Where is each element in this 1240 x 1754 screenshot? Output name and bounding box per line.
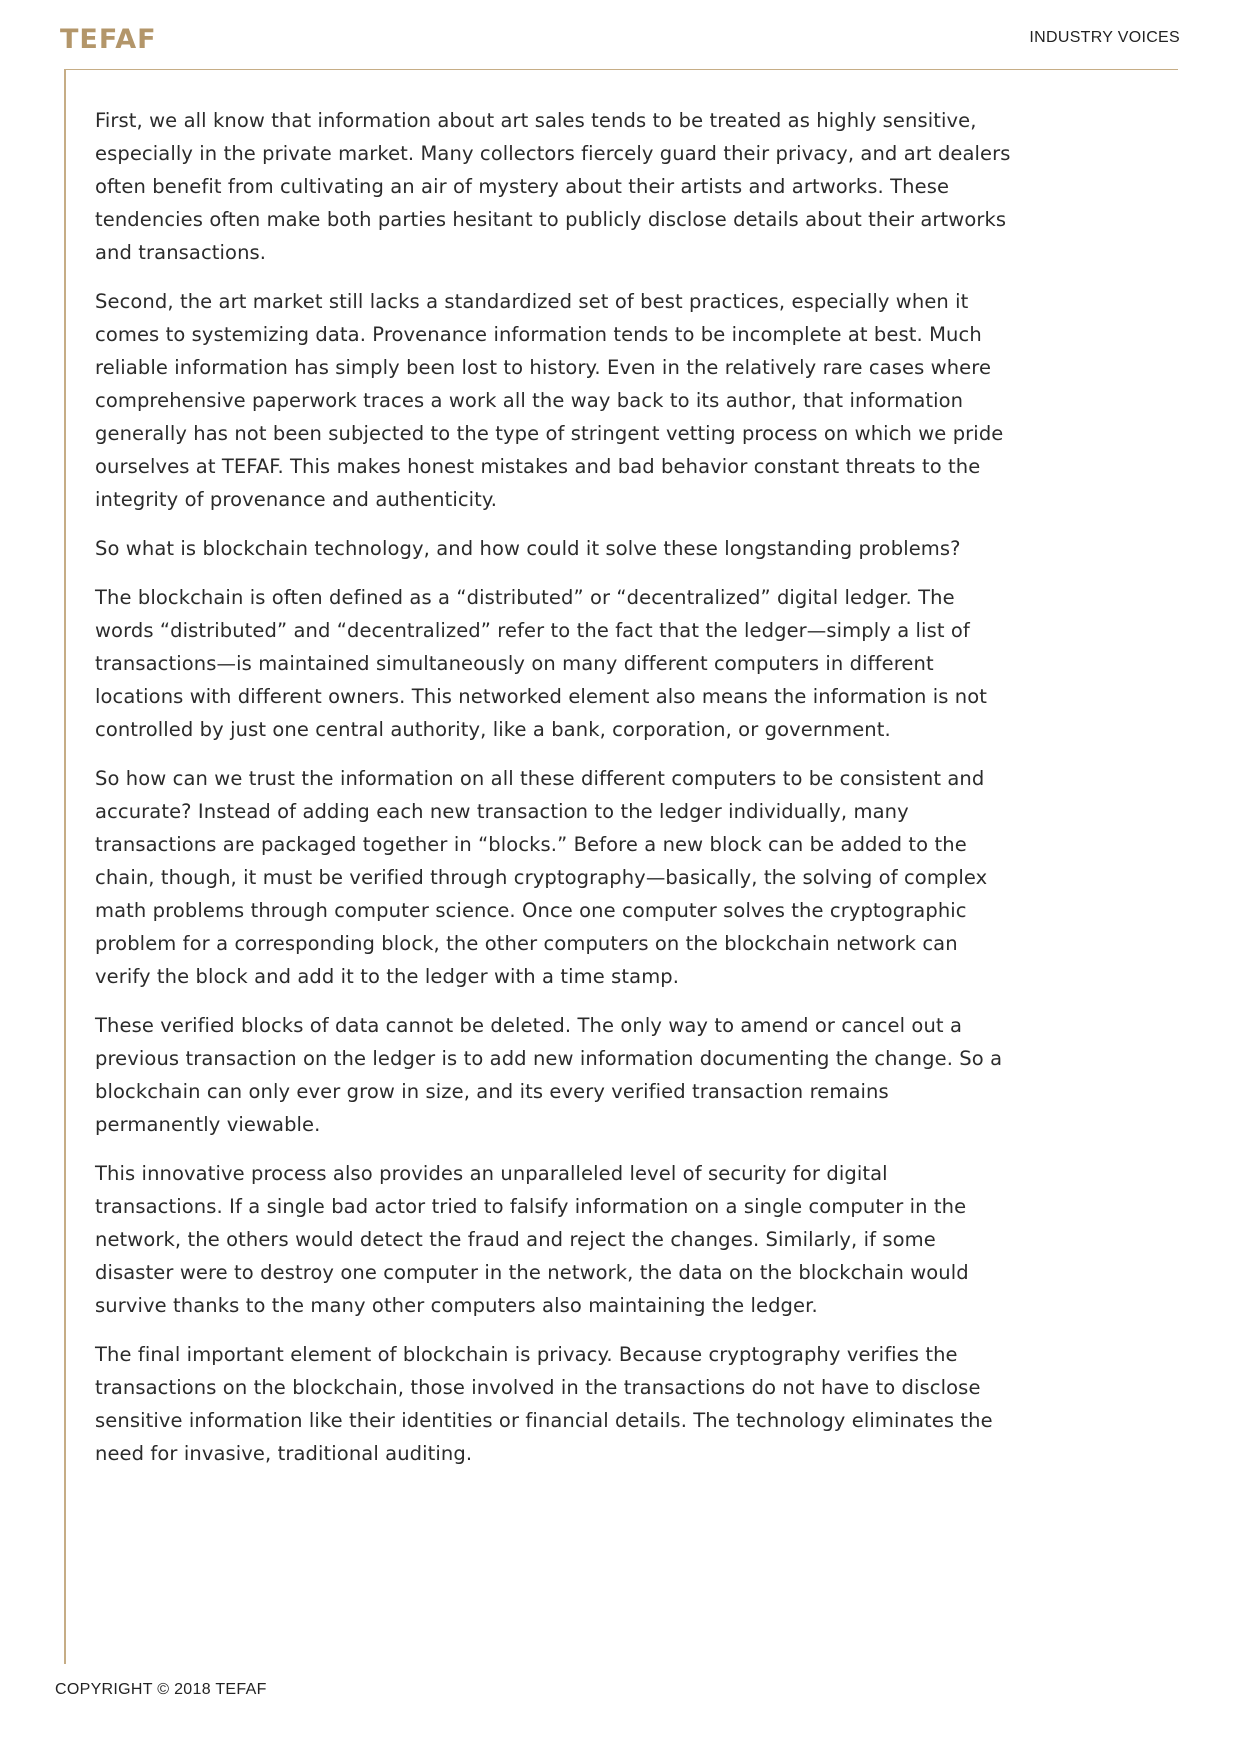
paragraph-1: First, we all know that information about art sales tends to be treated as highly sensitive, especially in the private market. Many collectors fiercely guard their privacy, and art dealers often benefit from cultivating an air of mystery about their artists and artworks. These tendencies often make both parties hesitant to publicly disclose details about their artworks and transactions.: [95, 109, 1011, 264]
paragraph-5: So how can we trust the information on all these different computers to be consistent and accurate? Instead of adding each new transaction to the ledger individually, many transactions are packaged together in “blocks.” Before a new block can be added to the chain, though, it must be verified through cryptography—basically, the solving of complex math problems through computer science. Once one computer solves the cryptographic problem for a corresponding block, the other computers on the blockchain network can verify the block and add it to the ledger with a time stamp.: [95, 767, 988, 988]
paragraph-7: This innovative process also provides an unparalleled level of security for digital transactions. If a single bad actor tried to falsify information on a single computer in the network, the others would detect the fraud and reject the changes. Similarly, if some disaster were to destroy one computer in the network, the data on the blockchain would survive thanks to the many other computers also maintaining the ledger.: [95, 1162, 969, 1317]
left-margin-rule: [64, 69, 66, 1664]
paragraph-4: The blockchain is often defined as a “distributed” or “decentralized” digital ledger. The words “distributed” and “decentralized” refer to the fact that the ledger—simply a list of transactions—is maintained simultaneously on many different computers in different locations with different owners. This networked element also means the information is not controlled by just one central authority, like a bank, corporation, or government.: [95, 586, 988, 741]
paragraph-8: The final important element of blockchain is privacy. Because cryptography verifies the transactions on the blockchain, those involved in the transactions do not have to disclose sensitive information like their identities or financial details. The technology eliminates the need for invasive, traditional auditing.: [95, 1343, 993, 1465]
copyright-notice: COPYRIGHT © 2018 TEFAF: [55, 1681, 267, 1698]
section-label: INDUSTRY VOICES: [1029, 29, 1180, 46]
paragraph-6: These verified blocks of data cannot be deleted. The only way to amend or cancel out a previous transaction on the ledger is to add new information documenting the change. So a blockchain can only ever grow in size, and its every verified transaction remains permanently viewable.: [95, 1014, 1003, 1136]
paragraph-2: Second, the art market still lacks a standardized set of best practices, especially when it comes to systemizing data. Provenance information tends to be incomplete at best. Much reliable information has simply been lost to history. Even in the relatively rare cases where comprehensive paperwork traces a work all the way back to its author, that information generally has not been subjected to the type of stringent vetting process on which we pride ourselves at TEFAF. This makes honest mistakes and bad behavior constant threats to the integrity of provenance and authenticity.: [95, 290, 1004, 511]
header-divider: [64, 69, 1178, 70]
article-body: [95, 104, 1015, 1486]
paragraph-3: So what is blockchain technology, and how could it solve these longstanding problems?: [95, 537, 961, 560]
tefaf-logo: TEFAF: [60, 24, 157, 55]
